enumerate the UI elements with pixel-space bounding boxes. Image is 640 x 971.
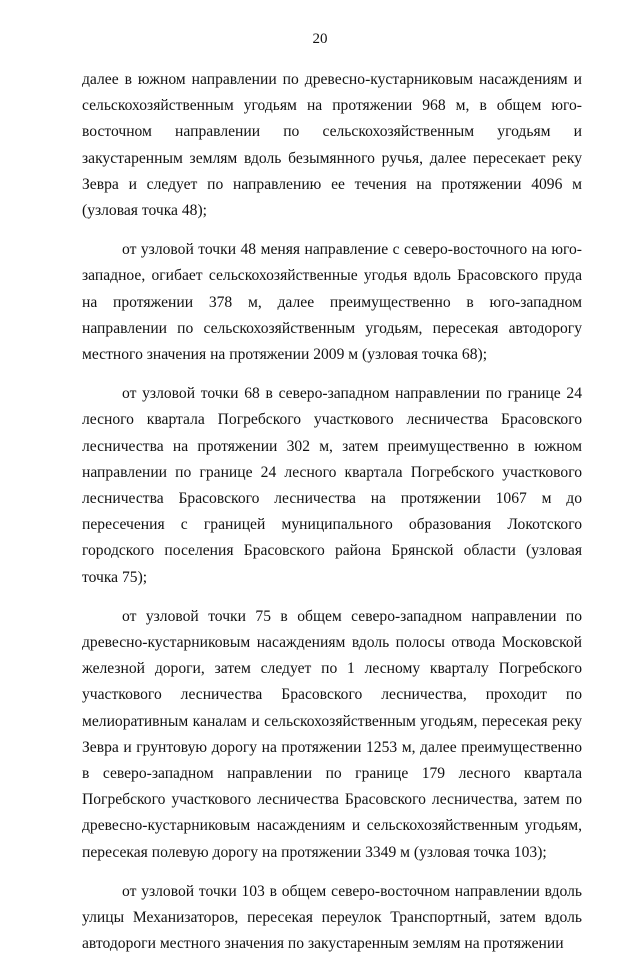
paragraph-node-68: от узловой точки 68 в северо-западном направлении по границе 24 лесного квартала Погребского участкового лесничества Брасовского лесничества на протяжении 302 м, затем преимущественно в южном направлении по границе 24 лесного квартала Погребского участкового лесничества Брасовского лесничества на протяжении 1067 м до пересечения с границей муниципального образования Локотского городского поселения Брасовского района Брянской области (узловая точка 75); <box>82 385 582 586</box>
page-number: 20 <box>312 31 328 47</box>
paragraph-node-48: от узловой точки 48 меняя направление с северо-восточного на юго-западное, огибает сельскохозяйственные угодья вдоль Брасовского пруда на протяжении 378 м, далее преимущественно в юго-западном направлении по сельскохозяйственным угодьям, пересекая автодорогу местного значения на протяжении 2009 м (узловая точка 68); <box>82 241 582 364</box>
document-body <box>82 67 582 971</box>
paragraph-node-75: от узловой точки 75 в общем северо-западном направлении по древесно-кустарниковым насаждениям вдоль полосы отвода Московской железной дороги, затем следует по 1 лесному кварталу Погребского участкового лесничества Брасовского лесничества, проходит по мелиоративным каналам и сельскохозяйственным угодьям, пересекая реку Зевра и грунтовую дорогу на протяжении 1253 м, далее преимущественно в северо-западном направлении по границе 179 лесного квартала Погребского участкового лесничества Брасовского лесничества, затем по древесно-кустарниковым насаждениям и сельскохозяйственным угодьям, пересекая полевую дорогу на протяжении 3349 м (узловая точка 103); <box>82 607 582 861</box>
paragraph-node-103: от узловой точки 103 в общем северо-восточном направлении вдоль улицы Механизаторов, пересекая переулок Транспортный, затем вдоль автодороги местного значения по закустаренным землям на протяжении <box>82 882 582 953</box>
paragraph-continuation: далее в южном направлении по древесно-кустарниковым насаждениям и сельскохозяйственным угодьям на протяжении 968 м, в общем юго-восточном направлении по сельскохозяйственным угодьям и закустаренным землям вдоль безымянного ручья, далее пересекает реку Зевра и следует по направлению ее течения на протяжении 4096 м (узловая точка 48); <box>82 71 582 220</box>
